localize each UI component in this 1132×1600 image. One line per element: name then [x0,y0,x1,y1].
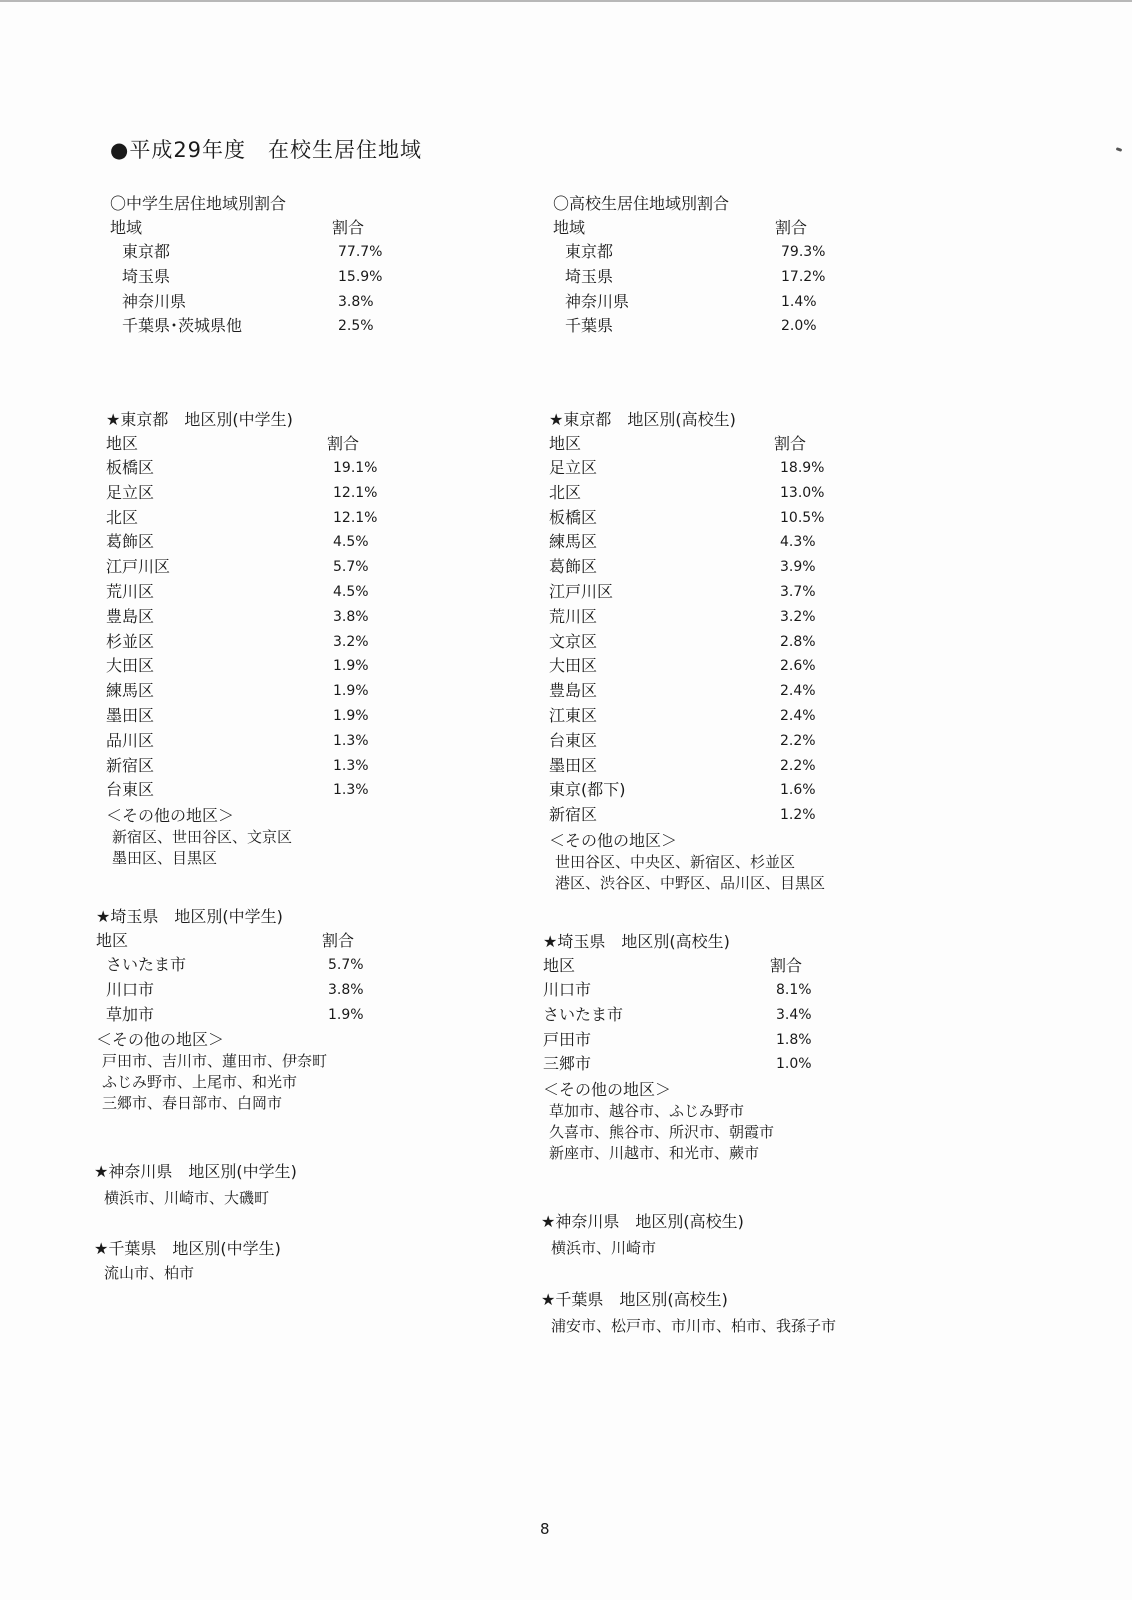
table-row [543,1028,873,1053]
area-ratio: 15.9% [338,268,383,285]
area-name: 東京(都下) [549,780,626,800]
kanagawa-hs-section [541,1210,881,1259]
table-row [96,978,426,1003]
area-ratio: 2.8% [780,633,816,650]
area-ratio: 3.4% [776,1006,812,1023]
tokyo-hs-section [549,408,879,894]
column-header-ratio: 割合 [775,218,808,237]
area-ratio: 3.8% [328,981,364,998]
area-ratio: 3.8% [338,293,374,310]
area-name: 板橋区 [549,507,598,527]
area-name: 文京区 [549,631,598,651]
area-ratio: 12.1% [333,509,378,526]
area-name: 豊島区 [106,606,155,626]
table-row [549,530,879,555]
area-name: 草加市 [106,1004,155,1024]
area-name: 荒川区 [549,606,598,626]
area-ratio: 3.8% [333,608,369,625]
area-ratio: 2.2% [780,757,816,774]
area-ratio: 1.4% [781,293,817,310]
other-areas-heading: ＜その他の地区＞ [96,1030,225,1050]
city-list: 横浜市、川崎市、大磯町 [104,1189,270,1207]
area-ratio: 3.7% [780,583,816,600]
area-name: 東京都 [565,242,614,261]
area-name: 墨田区 [106,705,155,725]
saitama-jh-section [96,905,426,1114]
chiba-jh-section [94,1237,434,1284]
table-row [106,729,436,754]
column-header-ratio: 割合 [332,218,365,237]
area-name: さいたま市 [106,955,187,974]
scan-speck [1116,147,1123,152]
area-ratio: 4.5% [333,583,369,600]
table-row [96,953,426,978]
jh-ratio-section [110,192,440,339]
section-title: ★千葉県 地区別(高校生) [541,1290,728,1309]
area-name: 北区 [106,507,139,527]
table-header [543,954,873,978]
other-areas-line: 世田谷区、中央区、新宿区、杉並区 [555,852,796,871]
area-ratio: 1.9% [328,1006,364,1023]
section-title: ★神奈川県 地区別(高校生) [541,1212,744,1231]
table-row [549,630,879,655]
area-name: 神奈川県 [565,291,630,311]
area-name: 豊島区 [549,681,598,701]
area-ratio: 1.3% [333,732,369,749]
area-name: 千葉県 [565,316,614,336]
area-name: 練馬区 [106,681,155,701]
area-name: 北区 [549,482,582,502]
section-title: 〇中学生居住地域別割合 [110,194,287,213]
area-name: 埼玉県 [122,266,171,286]
area-ratio: 1.3% [333,782,369,799]
table-row [106,605,436,630]
table-row [106,456,436,481]
table-row [553,265,883,290]
other-areas-line: 港区、渋谷区、中野区、品川区、目黒区 [555,873,826,892]
area-ratio: 1.9% [333,683,369,700]
column-header-ratio: 割合 [774,434,807,453]
area-ratio: 2.0% [781,318,817,335]
column-header-ratio: 割合 [322,931,355,950]
column-header-area: 地域 [553,218,586,237]
table-header [110,216,440,240]
other-areas-line: 新宿区、世田谷区、文京区 [112,828,293,847]
table-row [549,654,879,679]
table-row [106,778,436,803]
area-name: 足立区 [106,482,155,502]
area-name: 千葉県･茨城県他 [122,316,243,336]
area-ratio: 12.1% [333,484,378,501]
area-name: 杉並区 [106,631,155,651]
page-title: ●平成29年度 在校生居住地域 [110,138,423,162]
city-list: 浦安市、松戸市、市川市、柏市、我孫子市 [551,1317,837,1335]
area-ratio: 1.0% [776,1056,812,1073]
section-title: ★埼玉県 地区別(中学生) [96,907,283,926]
table-row [106,630,436,655]
area-name: 川口市 [106,979,155,999]
table-row [543,978,873,1003]
area-name: 墨田区 [549,755,598,775]
area-ratio: 1.2% [780,807,816,824]
area-name: 江戸川区 [106,557,171,577]
area-ratio: 18.9% [780,460,825,476]
area-ratio: 17.2% [781,268,826,285]
area-name: 東京都 [122,242,171,261]
table-row [110,265,440,290]
chiba-hs-section [541,1288,921,1337]
table-row [553,240,883,265]
table-row [110,240,440,265]
area-name: 葛飾区 [549,557,598,577]
section-title: ★埼玉県 地区別(高校生) [543,932,730,951]
area-name: 川口市 [543,980,592,999]
area-name: 品川区 [106,730,155,750]
area-ratio: 3.9% [780,559,816,576]
area-name: 大田区 [549,656,598,676]
area-ratio: 3.2% [780,608,816,625]
other-areas-line: ふじみ野市、上尾市、和光市 [102,1073,298,1092]
table-row [549,803,879,828]
section-title: ★東京都 地区別(高校生) [549,410,736,429]
column-header-area: 地区 [96,931,129,950]
column-header-area: 地域 [110,218,143,237]
area-ratio: 3.2% [333,633,369,650]
other-areas-line: 墨田区、目黒区 [112,849,218,868]
table-header [96,929,426,953]
area-name: 足立区 [549,458,598,477]
table-row [110,290,440,315]
table-row [110,314,440,339]
column-header-ratio: 割合 [770,956,803,975]
table-row [106,679,436,704]
area-ratio: 5.7% [328,957,364,973]
city-list: 横浜市、川崎市 [551,1239,657,1257]
table-row [553,290,883,315]
area-name: 江戸川区 [549,581,614,601]
other-areas-heading: ＜その他の地区＞ [543,1080,672,1100]
table-row [106,506,436,531]
table-row [549,506,879,531]
area-ratio: 2.5% [338,318,374,335]
area-name: 台東区 [549,730,598,750]
table-row [549,729,879,754]
table-row [549,754,879,779]
table-row [549,580,879,605]
area-ratio: 1.8% [776,1031,812,1048]
table-row [106,481,436,506]
area-name: 葛飾区 [106,532,155,552]
other-areas-heading: ＜その他の地区＞ [106,806,235,826]
kanagawa-jh-section [94,1160,434,1209]
table-row [106,704,436,729]
section-title: ★神奈川県 地区別(中学生) [94,1162,297,1181]
area-name: 埼玉県 [565,266,614,286]
area-ratio: 4.3% [780,534,816,551]
other-areas-line: 新座市、川越市、和光市、蕨市 [549,1144,760,1163]
area-name: 新宿区 [549,805,598,825]
table-row [549,555,879,580]
column-header-area: 地区 [549,434,582,453]
area-name: 荒川区 [106,581,155,601]
table-row [549,605,879,630]
table-row [106,530,436,555]
column-header-ratio: 割合 [327,434,360,453]
area-ratio: 5.7% [333,559,369,576]
other-areas-line: 久喜市、熊谷市、所沢市、朝霞市 [549,1123,775,1142]
area-name: さいたま市 [543,1004,624,1024]
table-row [549,679,879,704]
area-ratio: 2.2% [780,732,816,749]
table-row [549,778,879,803]
area-name: 神奈川県 [122,291,187,311]
other-areas-line: 戸田市、吉川市、蓮田市、伊奈町 [102,1052,328,1071]
hs-ratio-section [553,192,883,339]
table-row [106,580,436,605]
other-areas-line: 草加市、越谷市、ふじみ野市 [549,1102,745,1121]
area-name: 台東区 [106,780,155,800]
area-ratio: 1.9% [333,658,369,675]
section-title: ★千葉県 地区別(中学生) [94,1239,281,1258]
table-row [553,314,883,339]
area-ratio: 79.3% [781,244,826,260]
area-ratio: 77.7% [338,244,383,260]
area-name: 大田区 [106,656,155,676]
other-areas-line: 三郷市、春日部市、白岡市 [102,1094,283,1113]
table-header [553,216,883,240]
area-name: 江東区 [549,705,598,725]
area-ratio: 2.4% [780,683,816,700]
area-name: 戸田市 [543,1029,592,1049]
table-row [543,1003,873,1028]
area-ratio: 19.1% [333,460,378,476]
table-row [549,456,879,481]
section-title: 〇高校生居住地域別割合 [553,194,730,213]
table-row [96,1003,426,1028]
area-name: 板橋区 [106,458,155,477]
table-header [106,432,436,456]
area-name: 練馬区 [549,532,598,552]
area-name: 新宿区 [106,755,155,775]
area-ratio: 1.6% [780,782,816,799]
column-header-area: 地区 [106,434,139,453]
area-ratio: 1.9% [333,707,369,724]
city-list: 流山市、柏市 [104,1264,195,1282]
area-ratio: 2.6% [780,658,816,675]
top-border [0,0,1132,2]
saitama-hs-section [543,930,873,1164]
area-ratio: 2.4% [780,707,816,724]
table-row [543,1052,873,1077]
table-row [549,481,879,506]
area-ratio: 4.5% [333,534,369,551]
column-header-area: 地区 [543,956,576,975]
table-row [106,754,436,779]
area-ratio: 13.0% [780,484,825,501]
area-ratio: 8.1% [776,982,812,998]
table-row [106,654,436,679]
tokyo-jh-section [106,408,436,869]
section-title: ★東京都 地区別(中学生) [106,410,293,429]
table-row [549,704,879,729]
area-name: 三郷市 [543,1054,592,1074]
area-ratio: 1.3% [333,757,369,774]
page-number: 8 [540,1520,550,1538]
area-ratio: 10.5% [780,509,825,526]
table-header [549,432,879,456]
other-areas-heading: ＜その他の地区＞ [549,830,678,850]
table-row [106,555,436,580]
